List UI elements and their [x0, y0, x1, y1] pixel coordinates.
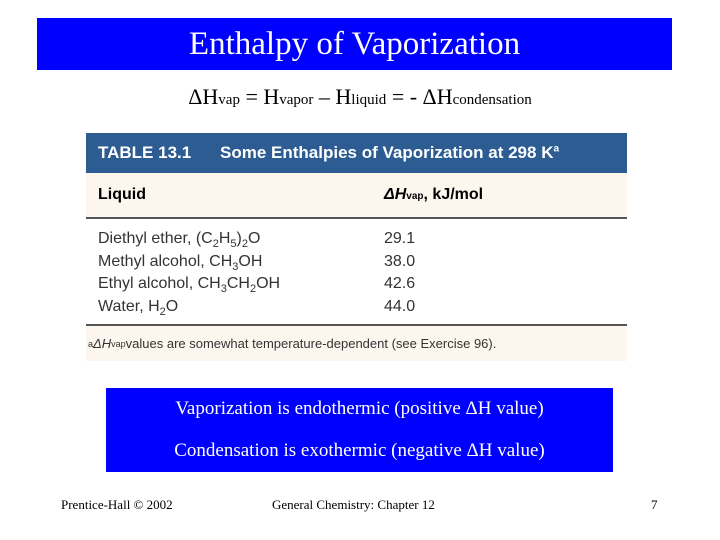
eq-part-3: = - ΔH: [386, 84, 453, 109]
eq-sub-vap: vap: [218, 92, 240, 108]
column-header-dhvap: ΔHvap, kJ/mol: [384, 186, 484, 203]
row-liquid-name: Ethyl alcohol, $CH_3CH_2OH$: [98, 275, 281, 296]
eq-delta-h: ΔH: [188, 84, 219, 109]
row-value: 38.0: [384, 252, 416, 270]
table-header: [86, 133, 627, 173]
eq-part-1: = H: [239, 84, 280, 109]
enthalpy-equation: [0, 84, 720, 110]
row-liquid-name: Water, $H_2O$: [98, 297, 179, 318]
caption-footnote-mark: a: [553, 143, 560, 155]
table-row: [86, 228, 627, 251]
row-value: 42.6: [384, 275, 416, 292]
table-column-headers: [86, 173, 627, 219]
footer-publisher: Prentice-Hall © 2002: [61, 497, 173, 512]
note-vaporization: Vaporization is endothermic (positive ΔH value): [175, 398, 544, 419]
table-row: [86, 251, 627, 274]
endo-exo-note: [106, 388, 613, 472]
table-row: [86, 296, 627, 319]
table-caption: Some Enthalpies of Vaporization at 298 $K^a$: [220, 143, 560, 162]
table-row: [86, 273, 627, 296]
table-number: TABLE 13.1: [98, 143, 192, 162]
table-footnote: a ΔH vap values are somewhat temperature-dependent (see Exercise 96).: [86, 326, 627, 361]
row-liquid-name: Methyl alcohol, $CH_3OH$: [98, 252, 263, 273]
eq-sub-vapor: vapor: [279, 92, 314, 108]
slide-title: Enthalpy of Vaporization: [37, 18, 672, 70]
enthalpy-table: [86, 133, 627, 363]
note-condensation: Condensation is exothermic (negative ΔH value): [174, 440, 545, 461]
footer-page-number: 7: [651, 497, 658, 512]
eq-sub-condensation: condensation: [452, 92, 532, 108]
row-value: 29.1: [384, 230, 416, 247]
column-header-liquid: Liquid: [98, 186, 146, 203]
row-liquid-name: Diethyl ether, $(C_2H_5)_2O$: [98, 230, 261, 251]
footer-chapter: General Chemistry: Chapter 12: [272, 497, 435, 512]
row-value: 44.0: [384, 297, 416, 315]
eq-sub-liquid: liquid: [351, 92, 387, 108]
table-body: [86, 219, 627, 326]
eq-part-2: – H: [313, 84, 352, 109]
